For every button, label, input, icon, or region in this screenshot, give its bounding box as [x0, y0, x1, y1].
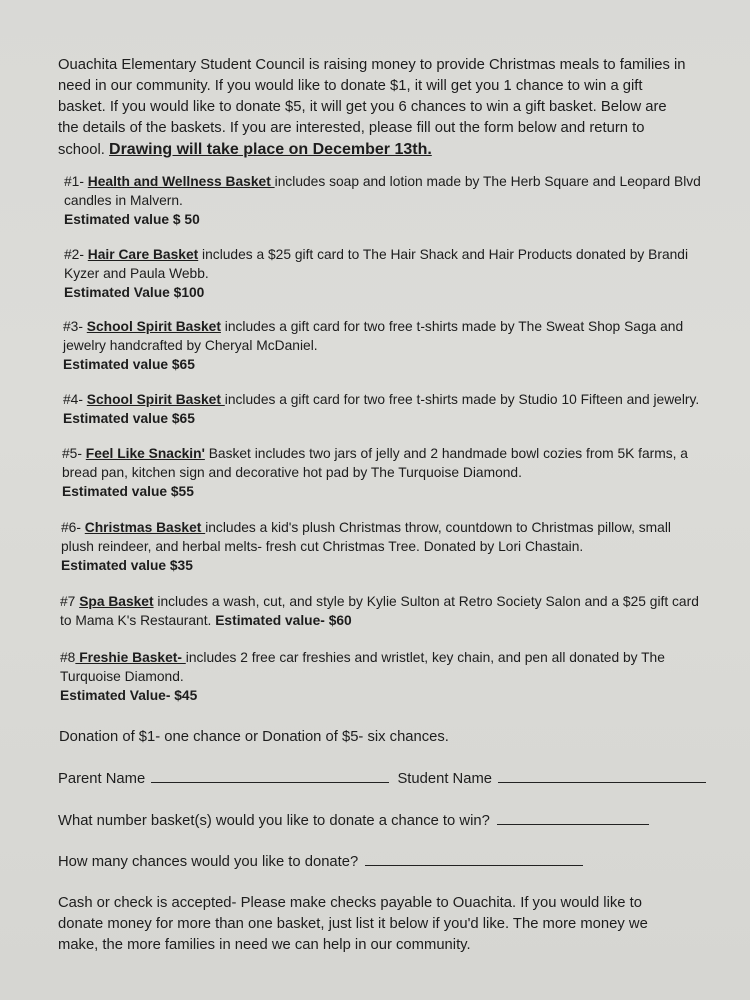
basket-item-4 [63, 390, 723, 428]
basket-estimated-value: Estimated value $65 [63, 411, 195, 426]
basket-estimated-value: Estimated Value $100 [64, 285, 205, 300]
basket-number: #8 [60, 650, 76, 665]
student-name-field[interactable] [498, 770, 706, 783]
chances-question: How many chances would you like to donate? [58, 854, 359, 870]
basket-description-cont: bread pan, kitchen sign and decorative hot pad by The Turquoise Diamond. [62, 465, 522, 480]
basket-name: Feel Like Snackin' [85, 446, 205, 461]
basket-number: #2- [64, 247, 88, 262]
basket-description: includes a $25 gift card to The Hair Shack and Hair Products donated by Brandi [198, 247, 689, 262]
parent-name-field[interactable] [151, 770, 389, 783]
student-name-label: Student Name [397, 771, 493, 787]
basket-description: includes 2 free car freshies and wristlet, key chain, and pen all donated by The [185, 650, 665, 665]
basket-description: Basket includes two jars of jelly and 2 handmade bowl cozies from 5K farms, a [204, 446, 688, 461]
intro-line-start: school. [58, 142, 105, 158]
basket-item-1 [64, 172, 724, 229]
chances-field[interactable] [365, 853, 583, 866]
basket-description: includes a kid's plush Christmas throw, countdown to Christmas pillow, small [205, 520, 671, 535]
basket-number: #6- [61, 520, 85, 535]
basket-description-cont: plush reindeer, and herbal melts- fresh cut Christmas Tree. Donated by Lori Chastain. [61, 539, 584, 554]
basket-estimated-value: Estimated Value- $45 [60, 688, 198, 703]
basket-item-7 [60, 592, 720, 630]
basket-description: includes a gift card for two free t-shirts made by The Sweat Shop Saga and [220, 319, 684, 334]
basket-description-end: to Mama K's Restaurant. [60, 613, 216, 628]
basket-estimated-value: Estimated value- $60 [215, 613, 352, 628]
basket-name: Freshie Basket- [75, 650, 186, 665]
basket-choice-question: What number basket(s) would you like to donate a chance to win? [58, 813, 490, 829]
basket-description-cont: jewelry handcrafted by Cheryal McDaniel. [63, 338, 318, 353]
parent-name-label: Parent Name [58, 771, 146, 787]
name-fields-row [58, 769, 718, 789]
basket-name: Hair Care Basket [87, 247, 199, 262]
basket-name: Health and Wellness Basket [87, 174, 275, 189]
basket-title-line [64, 172, 724, 191]
basket-item-8 [60, 648, 720, 705]
payment-line: make, the more families in need we can help in our community. [58, 937, 471, 953]
donation-options: Donation of $1- one chance or Donation of $5- six chances. [59, 729, 449, 745]
basket-item-2 [64, 245, 724, 302]
basket-item-5 [62, 444, 722, 501]
basket-number: #5- [62, 446, 86, 461]
basket-choice-field[interactable] [497, 812, 649, 825]
basket-item-3 [63, 317, 723, 374]
basket-estimated-value: Estimated value $ 50 [64, 212, 200, 227]
drawing-date-notice: Drawing will take place on December 13th. [109, 141, 432, 158]
basket-description-cont: Kyzer and Paula Webb. [64, 266, 209, 281]
basket-title-line [61, 518, 721, 537]
basket-description: includes soap and lotion made by The Herb Square and Leopard Blvd [274, 174, 701, 189]
intro-paragraph [58, 55, 718, 161]
basket-name: School Spirit Basket [86, 392, 225, 407]
basket-number: #4- [63, 392, 87, 407]
basket-choice-row [58, 811, 718, 831]
basket-number: #3- [63, 319, 87, 334]
intro-line [58, 139, 718, 161]
basket-number: #7 [60, 594, 80, 609]
basket-number: #1- [64, 174, 88, 189]
intro-line: Ouachita Elementary Student Council is raising money to provide Christmas meals to families in [58, 57, 686, 73]
basket-description-cont [60, 611, 720, 630]
basket-title-line [63, 317, 723, 336]
basket-title-line [64, 245, 724, 264]
basket-name: Christmas Basket [84, 520, 206, 535]
basket-title-line [60, 648, 720, 667]
basket-estimated-value: Estimated value $55 [62, 484, 194, 499]
basket-description-cont: Turquoise Diamond. [60, 669, 184, 684]
basket-name: School Spirit Basket [86, 319, 221, 334]
payment-line: donate money for more than one basket, just list it below if you'd like. The more money we [58, 916, 648, 932]
basket-estimated-value: Estimated value $35 [61, 558, 193, 573]
intro-line: need in our community. If you would like to donate $1, it will get you 1 chance to win a gift [58, 78, 643, 94]
basket-estimated-value: Estimated value $65 [63, 357, 195, 372]
basket-description: includes a wash, cut, and style by Kylie Sulton at Retro Society Salon and a $25 gift card [153, 594, 699, 609]
basket-item-6 [61, 518, 721, 575]
basket-title-line [60, 592, 720, 611]
intro-line: the details of the baskets. If you are interested, please fill out the form below and return to [58, 120, 645, 136]
payment-info [58, 893, 718, 956]
basket-name: Spa Basket [79, 594, 154, 609]
chances-row [58, 852, 718, 872]
intro-line: basket. If you would like to donate $5, it will get you 6 chances to win a gift basket. Below are [58, 99, 667, 115]
payment-line: Cash or check is accepted- Please make checks payable to Ouachita. If you would like to [58, 895, 642, 911]
basket-description-cont: candles in Malvern. [64, 193, 183, 208]
basket-title-line [63, 390, 723, 409]
basket-title-line [62, 444, 722, 463]
basket-description: includes a gift card for two free t-shirts made by Studio 10 Fifteen and jewelry. [224, 392, 700, 407]
